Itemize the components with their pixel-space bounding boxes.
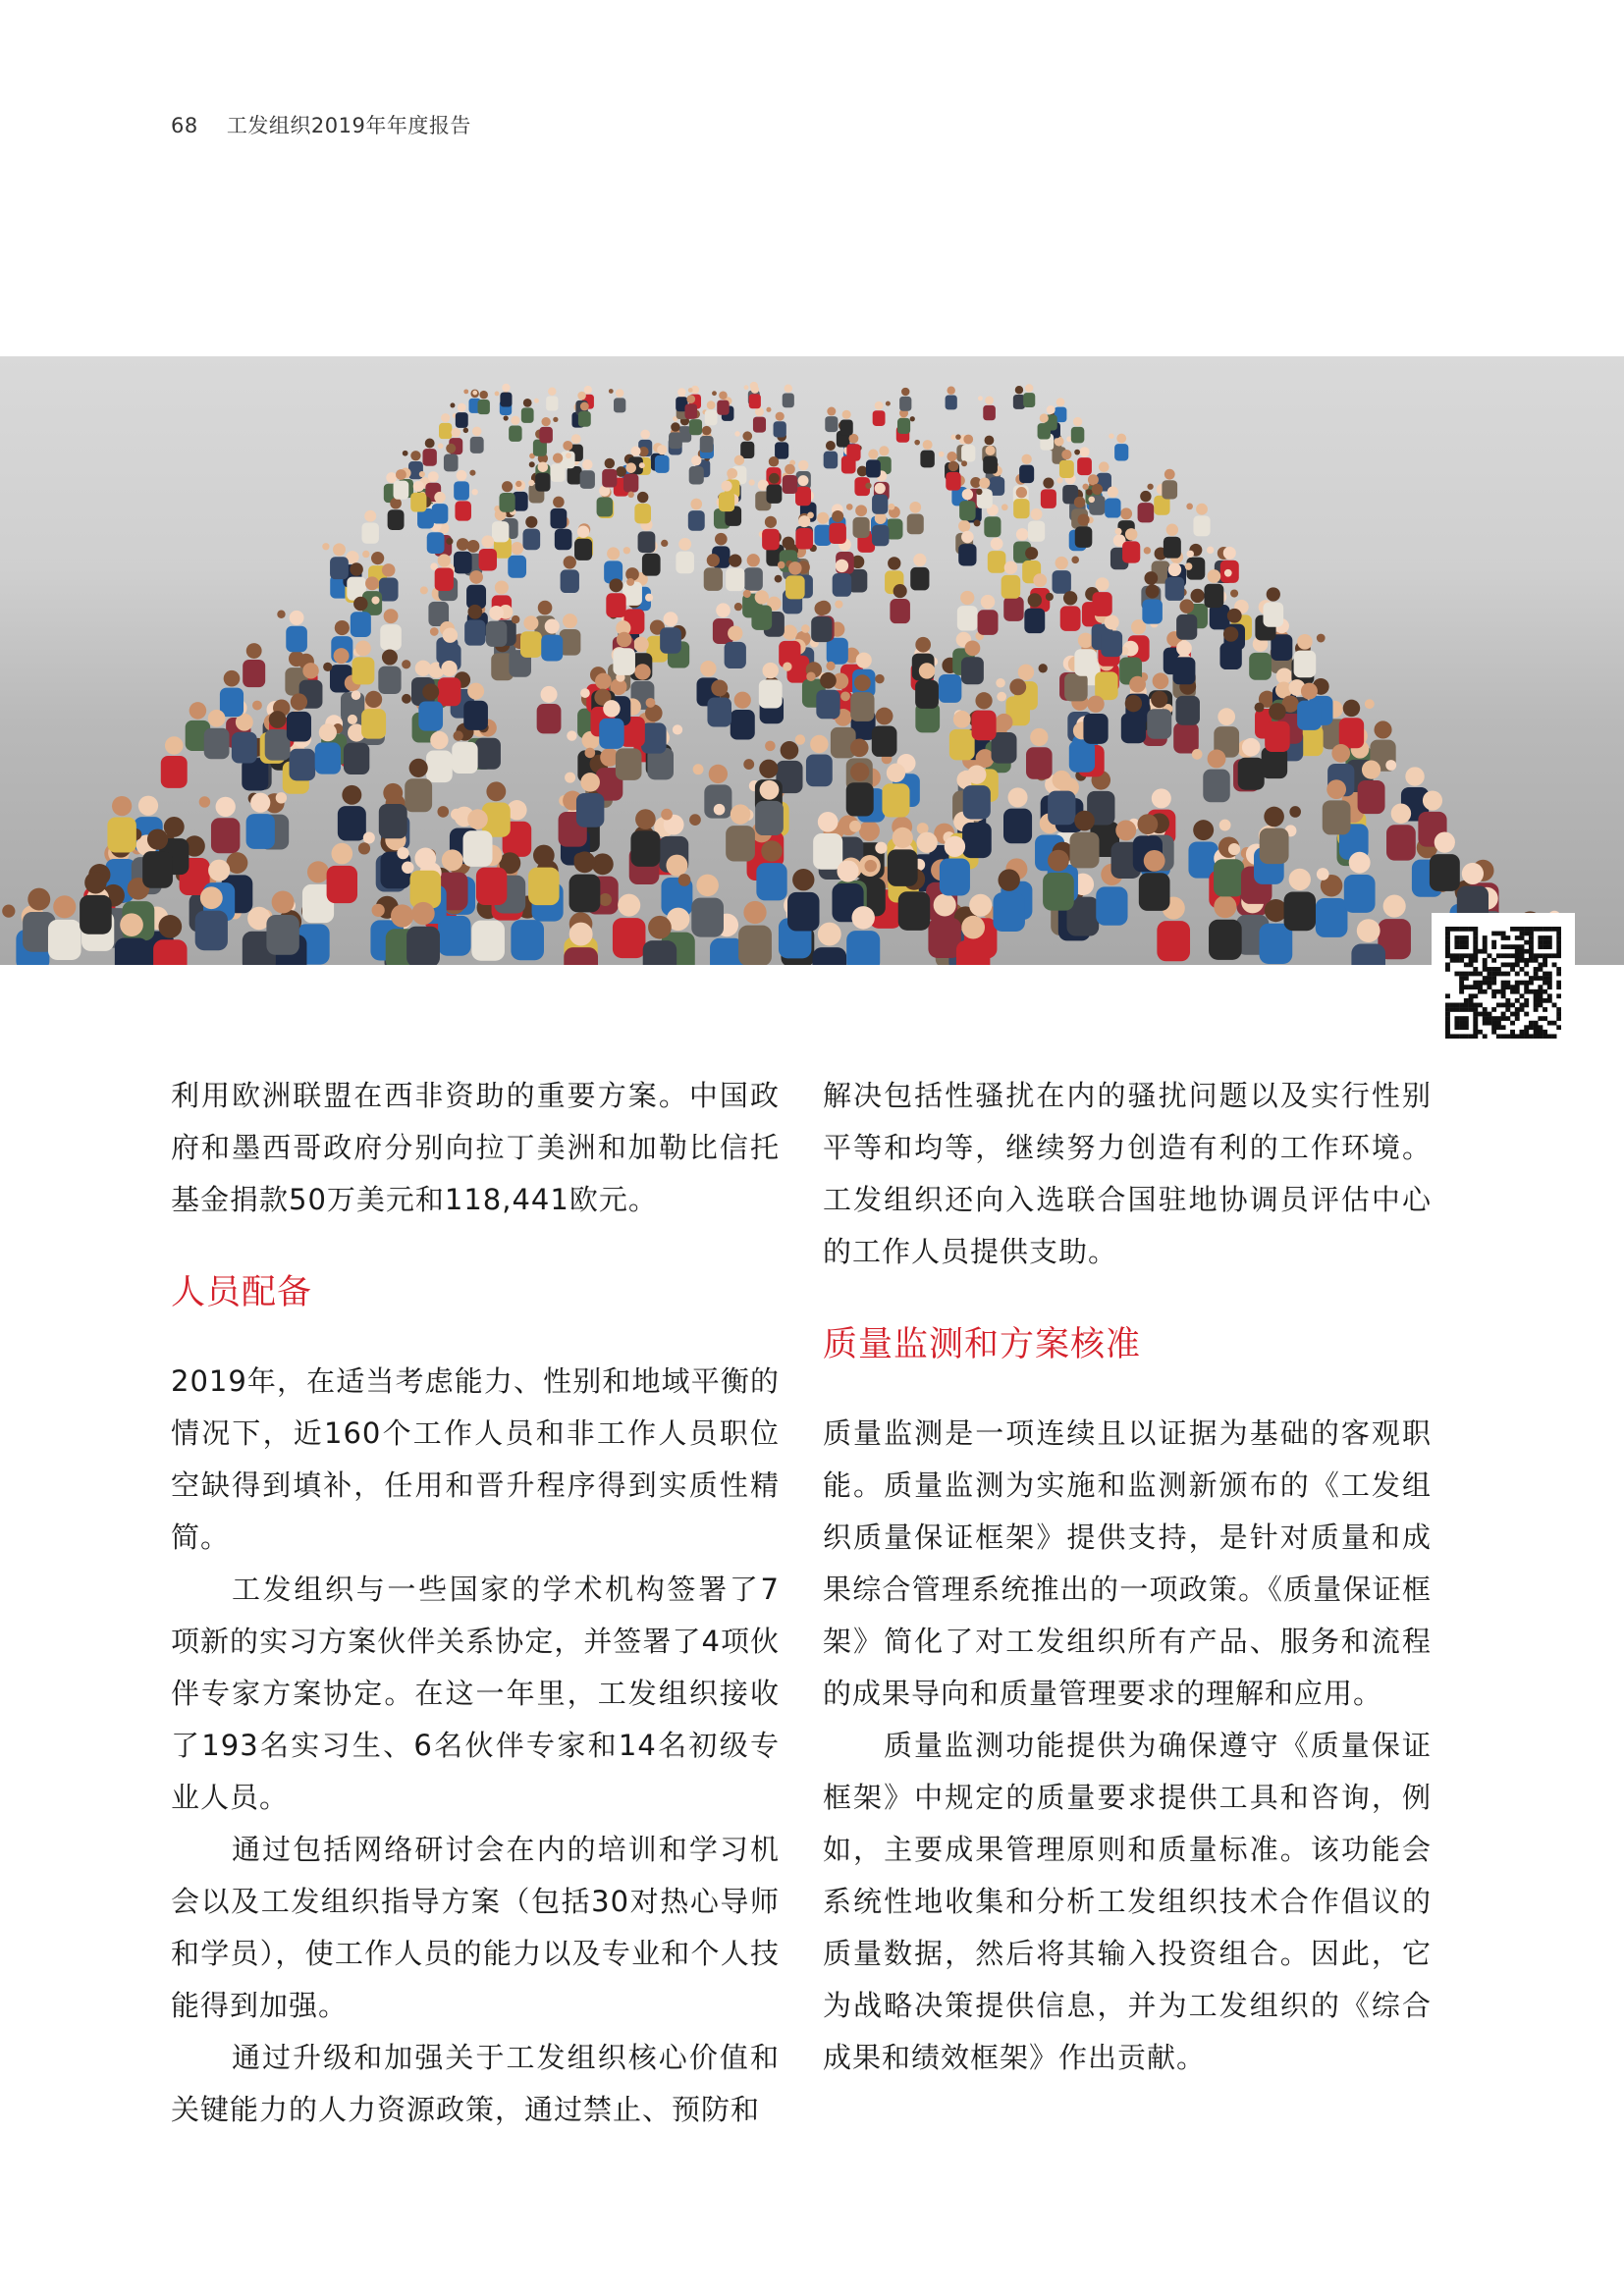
- crowd-person: [580, 459, 595, 489]
- crowd-person: [888, 828, 918, 886]
- crowd-person: [327, 842, 370, 903]
- crowd-person: [243, 643, 265, 687]
- crowd-person: [352, 641, 374, 685]
- crowd-person: [829, 510, 845, 544]
- crowd-person: [946, 387, 957, 410]
- crowd-person: [988, 538, 1006, 573]
- crowd-person: [1059, 450, 1080, 478]
- crowd-person: [1358, 760, 1397, 814]
- qr-pattern: [1445, 927, 1561, 1039]
- crowd-person: [161, 736, 188, 788]
- crowd-person: [1041, 477, 1063, 508]
- crowd-person: [669, 422, 682, 449]
- body-paragraph: 2019年，在适当考虑能力、性别和地域平衡的情况下，近160个工作人员和非工作人员职位空缺得到填补，任用和晋升程序得到实质性精简。: [171, 1364, 780, 1554]
- crowd-person: [522, 516, 540, 551]
- crowd-person: [734, 431, 754, 458]
- crowd-person: [1019, 454, 1034, 483]
- crowd-person: [1192, 749, 1230, 802]
- report-title: 工发组织2019年年度报告: [226, 114, 471, 137]
- right-column: [823, 1070, 1432, 2084]
- crowd-person: [550, 497, 567, 529]
- section-heading: 人员配备: [171, 1273, 313, 1312]
- crowd-person: [853, 505, 870, 538]
- crowd-person: [537, 686, 562, 733]
- crowd-person: [470, 427, 484, 454]
- crowd-person: [984, 504, 1007, 537]
- crowd-person: [1339, 699, 1375, 748]
- crowd-person: [1026, 728, 1053, 779]
- crowd-person: [546, 388, 558, 411]
- crowd-person: [604, 547, 630, 583]
- crowd-person: [759, 663, 792, 709]
- crowd-person: [204, 710, 230, 759]
- crowd-person: [873, 401, 891, 426]
- crowd-person: [1023, 384, 1035, 407]
- crowd-person: [865, 483, 888, 514]
- crowd-person: [454, 470, 475, 501]
- section-heading: 质量监测和方案核准: [823, 1325, 1142, 1364]
- crowd-person: [824, 441, 838, 468]
- crowd-person: [688, 499, 705, 531]
- crowd-person: [866, 450, 881, 478]
- crowd-person: [435, 554, 454, 591]
- crowd-person: [220, 670, 244, 717]
- crowd-person: [1249, 636, 1272, 679]
- crowd-person: [978, 396, 996, 420]
- page-number: 68: [171, 114, 198, 137]
- crowd-person: [362, 510, 379, 544]
- crowd-person: [753, 407, 772, 433]
- left-column: [171, 1070, 780, 2136]
- crowd-person: [504, 415, 522, 442]
- qr-code-icon: [1432, 913, 1575, 1052]
- crowd-person: [738, 901, 772, 965]
- crowd-person: [466, 570, 486, 609]
- crowd-person: [199, 796, 241, 853]
- crowd-person: [899, 388, 911, 411]
- crowd-person: [907, 502, 924, 534]
- crowd-person: [561, 556, 579, 593]
- crowd-person: [1294, 634, 1326, 678]
- crowd-person: [978, 595, 999, 635]
- crowd-person: [380, 609, 402, 650]
- crowd-person: [872, 708, 897, 757]
- crowd-person: [627, 492, 651, 524]
- crowd-person: [48, 895, 81, 960]
- crowd-person: [277, 611, 307, 653]
- crowd-person: [897, 408, 910, 434]
- group-photo: [0, 356, 1624, 965]
- crowd-person: [1109, 433, 1128, 460]
- crowd-person: [378, 650, 401, 694]
- crowd-person: [338, 785, 366, 841]
- crowd-person: [266, 890, 298, 954]
- crowd-person: [1028, 508, 1045, 542]
- crowd-person: [609, 389, 625, 412]
- crowd-person: [322, 543, 349, 579]
- crowd-person: [1165, 562, 1193, 601]
- crowd-person: [623, 462, 645, 492]
- body-paragraph: 质量监测功能提供为确保遵守《质量保证框架》中规定的质量要求提供工具和咨询，例如，主要成果管理原则和质量标准。该功能会系统性地收集和分析工发组织技术合作倡议的质量数据，然后将其输入投资组合。因此，它为战略决策提供信息，并为工发组织的《综合成果和绩效框架》作出贡献。: [823, 1729, 1432, 2074]
- crowd-person: [787, 869, 819, 932]
- crowd-person: [714, 804, 755, 862]
- crowd-person: [705, 400, 718, 425]
- crowd-person: [379, 783, 407, 838]
- crowd-person: [1316, 875, 1348, 937]
- crowd-person: [744, 554, 763, 591]
- intro-paragraph: 利用欧洲联盟在西非资助的重要方案。中国政府和墨西哥政府分别向拉丁美洲和加勒比信托基金捐款50万美元和118,441欧元。: [171, 1079, 780, 1216]
- crowd-person: [774, 412, 786, 438]
- body-paragraph: 通过升级和加强关于工发组织核心价值和关键能力的人力资源政策，通过禁止、预防和: [171, 2041, 780, 2126]
- crowd-person: [762, 516, 780, 551]
- crowd-person: [107, 796, 135, 853]
- body-paragraph: 通过包括网络研讨会在内的培训和学习机会以及工发组织指导方案（包括30对热心导师和学员），使工作人员的能力以及专业和个人技能得到加强。: [171, 1833, 780, 2022]
- crowd-person: [482, 781, 511, 836]
- crowd-person: [744, 385, 761, 408]
- running-head: [171, 110, 471, 139]
- crowd-person: [1204, 569, 1231, 608]
- crowd-person: [422, 439, 436, 466]
- crowd-person: [599, 893, 645, 958]
- crowd-person: [813, 812, 842, 870]
- crowd-person: [914, 440, 934, 468]
- crowd-person: [825, 407, 838, 433]
- body-paragraph: 质量监测是一项连续且以证据为基础的客观职能。质量监测为实施和监测新颁布的《工发组织质量保证框架》提供支持，是针对质量和成果综合管理系统推出的一项政策。《质量保证框架》简化了对工发组织所有产品、服务和流程的成果导向和质量管理要求的理解和应用。: [823, 1416, 1432, 1710]
- crowd-person: [1186, 544, 1205, 580]
- crowd-person: [783, 385, 794, 408]
- crowd-person: [641, 705, 667, 754]
- crowd-person: [693, 764, 732, 818]
- crowd-person: [1162, 469, 1177, 500]
- crowd-person: [1092, 577, 1111, 616]
- crowd-person: [1003, 787, 1032, 843]
- crowd-person: [438, 444, 459, 472]
- crowd-illustration: [0, 356, 1624, 965]
- crowd-person: [1186, 504, 1210, 537]
- crowd-person: [1060, 591, 1081, 631]
- crowd-person: [638, 518, 656, 553]
- crowd-person: [521, 399, 539, 423]
- crowd-person: [1053, 557, 1079, 594]
- crowd-person: [1164, 524, 1181, 559]
- crowd-person: [660, 612, 681, 653]
- crowd-person: [1214, 836, 1244, 896]
- crowd-person: [946, 460, 967, 490]
- body-paragraph: 工发组织与一些国家的学术机构签署了7项新的实习方案伙伴关系协定，并签署了4项伙伴专家方案协定。在这一年里，工发组织接收了193名实习生、6名伙伴专家和14名初级专业人员。: [171, 1573, 780, 1814]
- crowd-person: [1071, 417, 1085, 443]
- crowd-person: [676, 538, 694, 573]
- crowd-person: [351, 596, 380, 637]
- crowd-person: [1024, 593, 1054, 633]
- crowd-person: [539, 417, 558, 444]
- crowd-person: [500, 384, 512, 407]
- crowd-person: [1263, 587, 1283, 626]
- intro-paragraph: 解决包括性骚扰在内的骚扰问题以及实行性别平等和均等，继续努力创造有利的工作环境。工发组织还向入选联合国驻地协调员评估中心的工作人员提供支助。: [823, 1079, 1432, 1268]
- crowd-person: [840, 410, 853, 436]
- crowd-person: [528, 845, 559, 906]
- crowd-person: [783, 464, 797, 494]
- crowd-person: [602, 458, 617, 488]
- crowd-person: [957, 591, 978, 631]
- crowd-person: [910, 554, 929, 591]
- crowd-person: [812, 923, 846, 965]
- crowd-person: [1138, 491, 1155, 522]
